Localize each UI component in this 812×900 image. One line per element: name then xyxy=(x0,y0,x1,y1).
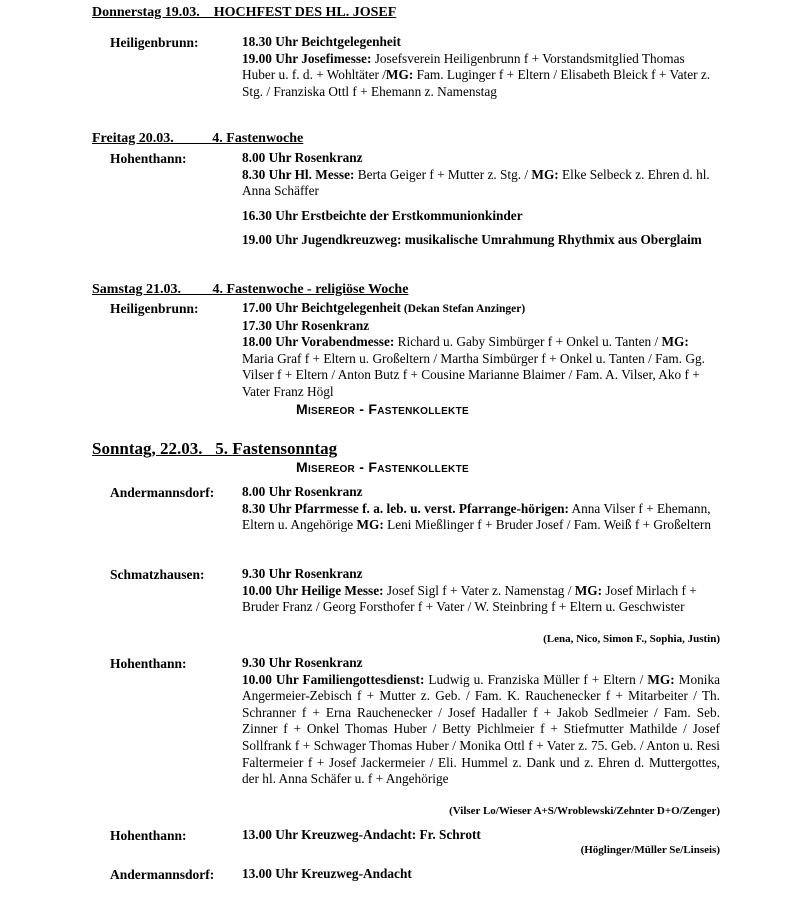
intention-text: Anna Vilser f + Ehemann, Eltern u. Angehörige xyxy=(242,500,711,533)
service-item: 16.30 Uhr Erstbeichte der Erstkommunionkinder xyxy=(242,207,523,223)
location-label: Andermannsdorf: xyxy=(110,485,215,500)
service-item: 13.00 Uhr Kreuzweg-Andacht: Fr. Schrott xyxy=(242,827,481,842)
service-list xyxy=(242,484,720,534)
service-list xyxy=(242,827,720,844)
service-item: 19.00 Uhr Jugendkreuzweg: musikalische Umrahmung Rhythmix aus Oberglaim xyxy=(242,232,702,248)
mg-label: MG: xyxy=(574,582,603,598)
service-list xyxy=(242,300,720,401)
service-title: 10.00 Uhr Heilige Messe: xyxy=(242,582,384,598)
collection-note: Misereor - Fastenkollekte xyxy=(296,401,469,417)
intention-text: Fam. Luginger f + Eltern / Elisabeth Bleick f + Vater z. Stg. / Franziska Ottl f + Ehemann z. Namenstag xyxy=(242,67,711,99)
collection-note: Misereor - Fastenkollekte xyxy=(296,459,469,475)
service-list xyxy=(242,150,720,249)
mg-label: MG: xyxy=(661,334,689,350)
service-item: 8.00 Uhr Rosenkranz xyxy=(242,150,363,165)
service-title: 8.30 Uhr Pfarrmesse f. a. leb. u. verst. Pfarrange-hörigen: xyxy=(242,500,569,516)
mg-label: MG: xyxy=(531,166,559,182)
service-item xyxy=(242,334,720,400)
day-header-saturday: Samstag 21.03. 4. Fastenwoche - religiöse Woche xyxy=(92,282,409,297)
service-item xyxy=(242,300,720,318)
mg-label: MG: xyxy=(647,671,675,687)
service-title: 18.00 Uhr Vorabendmesse: xyxy=(242,334,395,350)
location-label: Heiligenbrunn: xyxy=(110,35,199,50)
service-title: 10.00 Uhr Familiengottesdienst: xyxy=(242,671,425,687)
intention-text: Josefsverein Heiligenbrunn f + Vorstandsmitglied Thomas Huber u. f. d. + Wohltäter / xyxy=(242,50,685,83)
service-item: 17.30 Uhr Rosenkranz xyxy=(242,317,370,333)
service-title: 17.00 Uhr Beichtgelegenheit xyxy=(242,300,401,315)
intention-text: Richard u. Gaby Simbürger f + Onkel u. Tanten / xyxy=(394,334,662,350)
service-item: 9.30 Uhr Rosenkranz xyxy=(242,566,363,581)
ministrants-note: (Vilser Lo/Wieser A+S/Wroblewski/Zehnter D+O/Zenger) xyxy=(449,805,720,817)
day-header-thursday: Donnerstag 19.03. HOCHFEST DES HL. JOSEF xyxy=(92,5,397,20)
intention-text: Ludwig u. Franziska Müller f + Eltern / xyxy=(424,671,648,687)
intention-text: Elke Selbeck z. Ehren d. hl. Anna Schäffer xyxy=(242,166,710,199)
service-list xyxy=(242,34,720,100)
location-label: Hohenthann: xyxy=(110,656,187,671)
location-label: Heiligenbrunn: xyxy=(110,301,199,316)
service-item xyxy=(242,51,720,101)
service-item xyxy=(242,583,720,616)
service-item xyxy=(242,672,720,788)
day-header-sunday: Sonntag, 22.03. 5. Fastensonntag xyxy=(92,439,338,458)
service-list xyxy=(242,866,720,883)
location-label: Hohenthann: xyxy=(110,828,187,843)
service-item: 8.00 Uhr Rosenkranz xyxy=(242,484,363,499)
service-list xyxy=(242,566,720,616)
location-label: Schmatzhausen: xyxy=(110,567,205,582)
service-title: 19.00 Uhr Josefimesse: xyxy=(242,50,372,66)
intention-text: Monika Angermeier-Zebisch f + Mutter z. Geb. / Fam. K. Rauchenecker f + Mitarbeiter / Th. Schranner f + Erna Rauchenecker / Josef Hadaller f + Jakob Sedlmeier / Fam. Seb. Zinner f + Onkel Thomas Huber / Betty Pichlmeier f + Stiefmutter Mathilde / Josef Sollfrank f + Schwager Thomas Huber / Monika Ottl f + Vater z. 75. Geb. / Anton u. Resi Faltermeier f + Josef Jackermeier / Eli. Hummel z. Dank und z. Ehren d. Muttergottes, der hl. Anna Schäfer u. f + Angehörige xyxy=(242,671,720,787)
location-label: Andermannsdorf: xyxy=(110,867,215,882)
mg-label: MG: xyxy=(356,517,384,533)
service-item: 13.00 Uhr Kreuzweg-Andacht xyxy=(242,866,412,881)
intention-text: Maria Graf f + Eltern u. Großeltern / Martha Simbürger f + Onkel u. Tanten / Fam. Gg. Vilser f + Eltern / Anton Butz f + Cousine Marianne Blaimer / Fam. A. Vilser, Ako f + Vater Franz Högl xyxy=(242,350,705,399)
intention-text: Josef Mirlach f + Bruder Franz / Georg Forsthofer f + Vater / W. Steinbring f + Eltern u. Geschwister xyxy=(242,582,697,615)
service-item: 9.30 Uhr Rosenkranz xyxy=(242,655,363,670)
intention-text: Josef Sigl f + Vater z. Namenstag / xyxy=(383,582,575,598)
intention-text: Berta Geiger f + Mutter z. Stg. / xyxy=(354,166,532,182)
service-list xyxy=(242,655,720,788)
mg-label: MG: xyxy=(385,67,414,83)
service-item xyxy=(242,167,720,200)
service-item xyxy=(242,501,720,534)
ministrants-note: (Höglinger/Müller Se/Linseis) xyxy=(580,844,720,856)
ministrants-note: (Lena, Nico, Simon F., Sophia, Justin) xyxy=(543,633,720,645)
intention-text: Leni Mießlinger f + Bruder Josef / Fam. Weiß f + Großeltern xyxy=(383,517,712,533)
service-title: 8.30 Uhr Hl. Messe: xyxy=(242,166,355,182)
location-label: Hohenthann: xyxy=(110,151,187,166)
service-item: 18.30 Uhr Beichtgelegenheit xyxy=(242,34,401,49)
day-header-friday: Freitag 20.03. 4. Fastenwoche xyxy=(92,131,304,146)
confessor-note: (Dekan Stefan Anzinger) xyxy=(400,303,526,315)
